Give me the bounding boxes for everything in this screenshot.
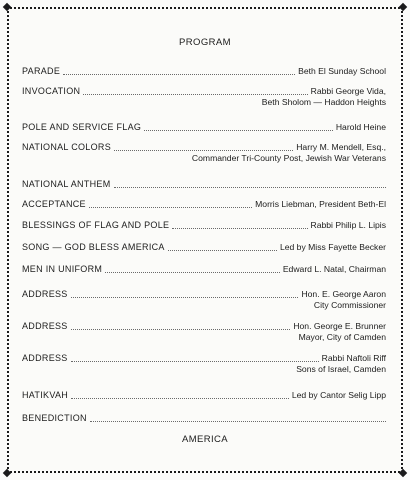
dot-leader	[89, 207, 252, 208]
performer-line: Mayor, City of Camden	[298, 332, 386, 342]
item-performer	[296, 353, 386, 375]
dot-leader	[172, 228, 308, 229]
item-label: INVOCATION	[22, 86, 81, 96]
dot-leader	[71, 361, 319, 362]
dot-leader	[168, 250, 277, 251]
performer-line: City Commissioner	[313, 300, 386, 310]
dot-leader	[105, 272, 280, 273]
performer-line: Commander Tri-County Post, Jewish War Veterans	[191, 153, 386, 163]
performer-line: Hon. George E. Brunner	[293, 321, 386, 331]
item-label: ADDRESS	[22, 321, 68, 331]
dot-leader	[114, 187, 386, 188]
performer-line: Edward L. Natal, Chairman	[282, 264, 386, 274]
item-performer	[336, 122, 386, 133]
item-label: SONG — GOD BLESS AMERICA	[22, 242, 165, 252]
item-label: ADDRESS	[22, 289, 68, 299]
item-performer	[192, 142, 386, 164]
program-closing: AMERICA	[181, 434, 229, 445]
performer-line: Morris Liebman, President Beth-El	[255, 199, 386, 209]
performer-line: Rabbi Naftoli Riff	[321, 353, 386, 363]
item-performer	[292, 390, 386, 401]
item-performer	[298, 66, 386, 77]
item-performer	[280, 242, 386, 253]
item-label: POLE AND SERVICE FLAG	[22, 122, 142, 132]
item-label: PARADE	[22, 66, 61, 76]
dot-leader	[90, 421, 386, 422]
performer-line: Led by Miss Fayette Becker	[279, 242, 386, 252]
performer-line: Rabbi George Vida,	[310, 86, 386, 96]
performer-line: Beth El Sunday School	[298, 66, 386, 76]
performer-line: Hon. E. George Aaron	[301, 289, 386, 299]
item-label: ADDRESS	[22, 353, 68, 363]
item-performer	[311, 220, 386, 231]
performer-line: Harold Heine	[335, 122, 386, 132]
program-title: PROGRAM	[179, 37, 231, 48]
item-performer	[283, 264, 386, 275]
performer-line: Harry M. Mendell, Esq.,	[296, 142, 386, 152]
corner-ornament	[399, 469, 407, 477]
item-label: NATIONAL COLORS	[22, 142, 112, 152]
dot-leader	[71, 329, 290, 330]
item-performer	[293, 321, 386, 343]
dot-leader	[71, 398, 289, 399]
dot-leader	[71, 297, 298, 298]
performer-line: Beth Sholom — Haddon Heights	[261, 97, 386, 107]
item-label: NATIONAL ANTHEM	[22, 179, 111, 189]
item-label: MEN IN UNIFORM	[22, 264, 103, 274]
performer-line: Rabbi Philip L. Lipis	[310, 220, 386, 230]
item-performer	[262, 86, 386, 108]
item-label: ACCEPTANCE	[22, 199, 86, 209]
item-performer	[301, 289, 386, 311]
performer-line: Sons of Israel, Camden	[296, 364, 386, 374]
item-performer	[255, 199, 386, 210]
item-label: HATIKVAH	[22, 390, 69, 400]
dot-leader	[63, 74, 295, 75]
performer-line: Led by Cantor Selig Lipp	[291, 390, 386, 400]
item-label: BENEDICTION	[22, 413, 87, 423]
item-label: BLESSINGS OF FLAG AND POLE	[22, 220, 170, 230]
dot-leader	[144, 130, 333, 131]
